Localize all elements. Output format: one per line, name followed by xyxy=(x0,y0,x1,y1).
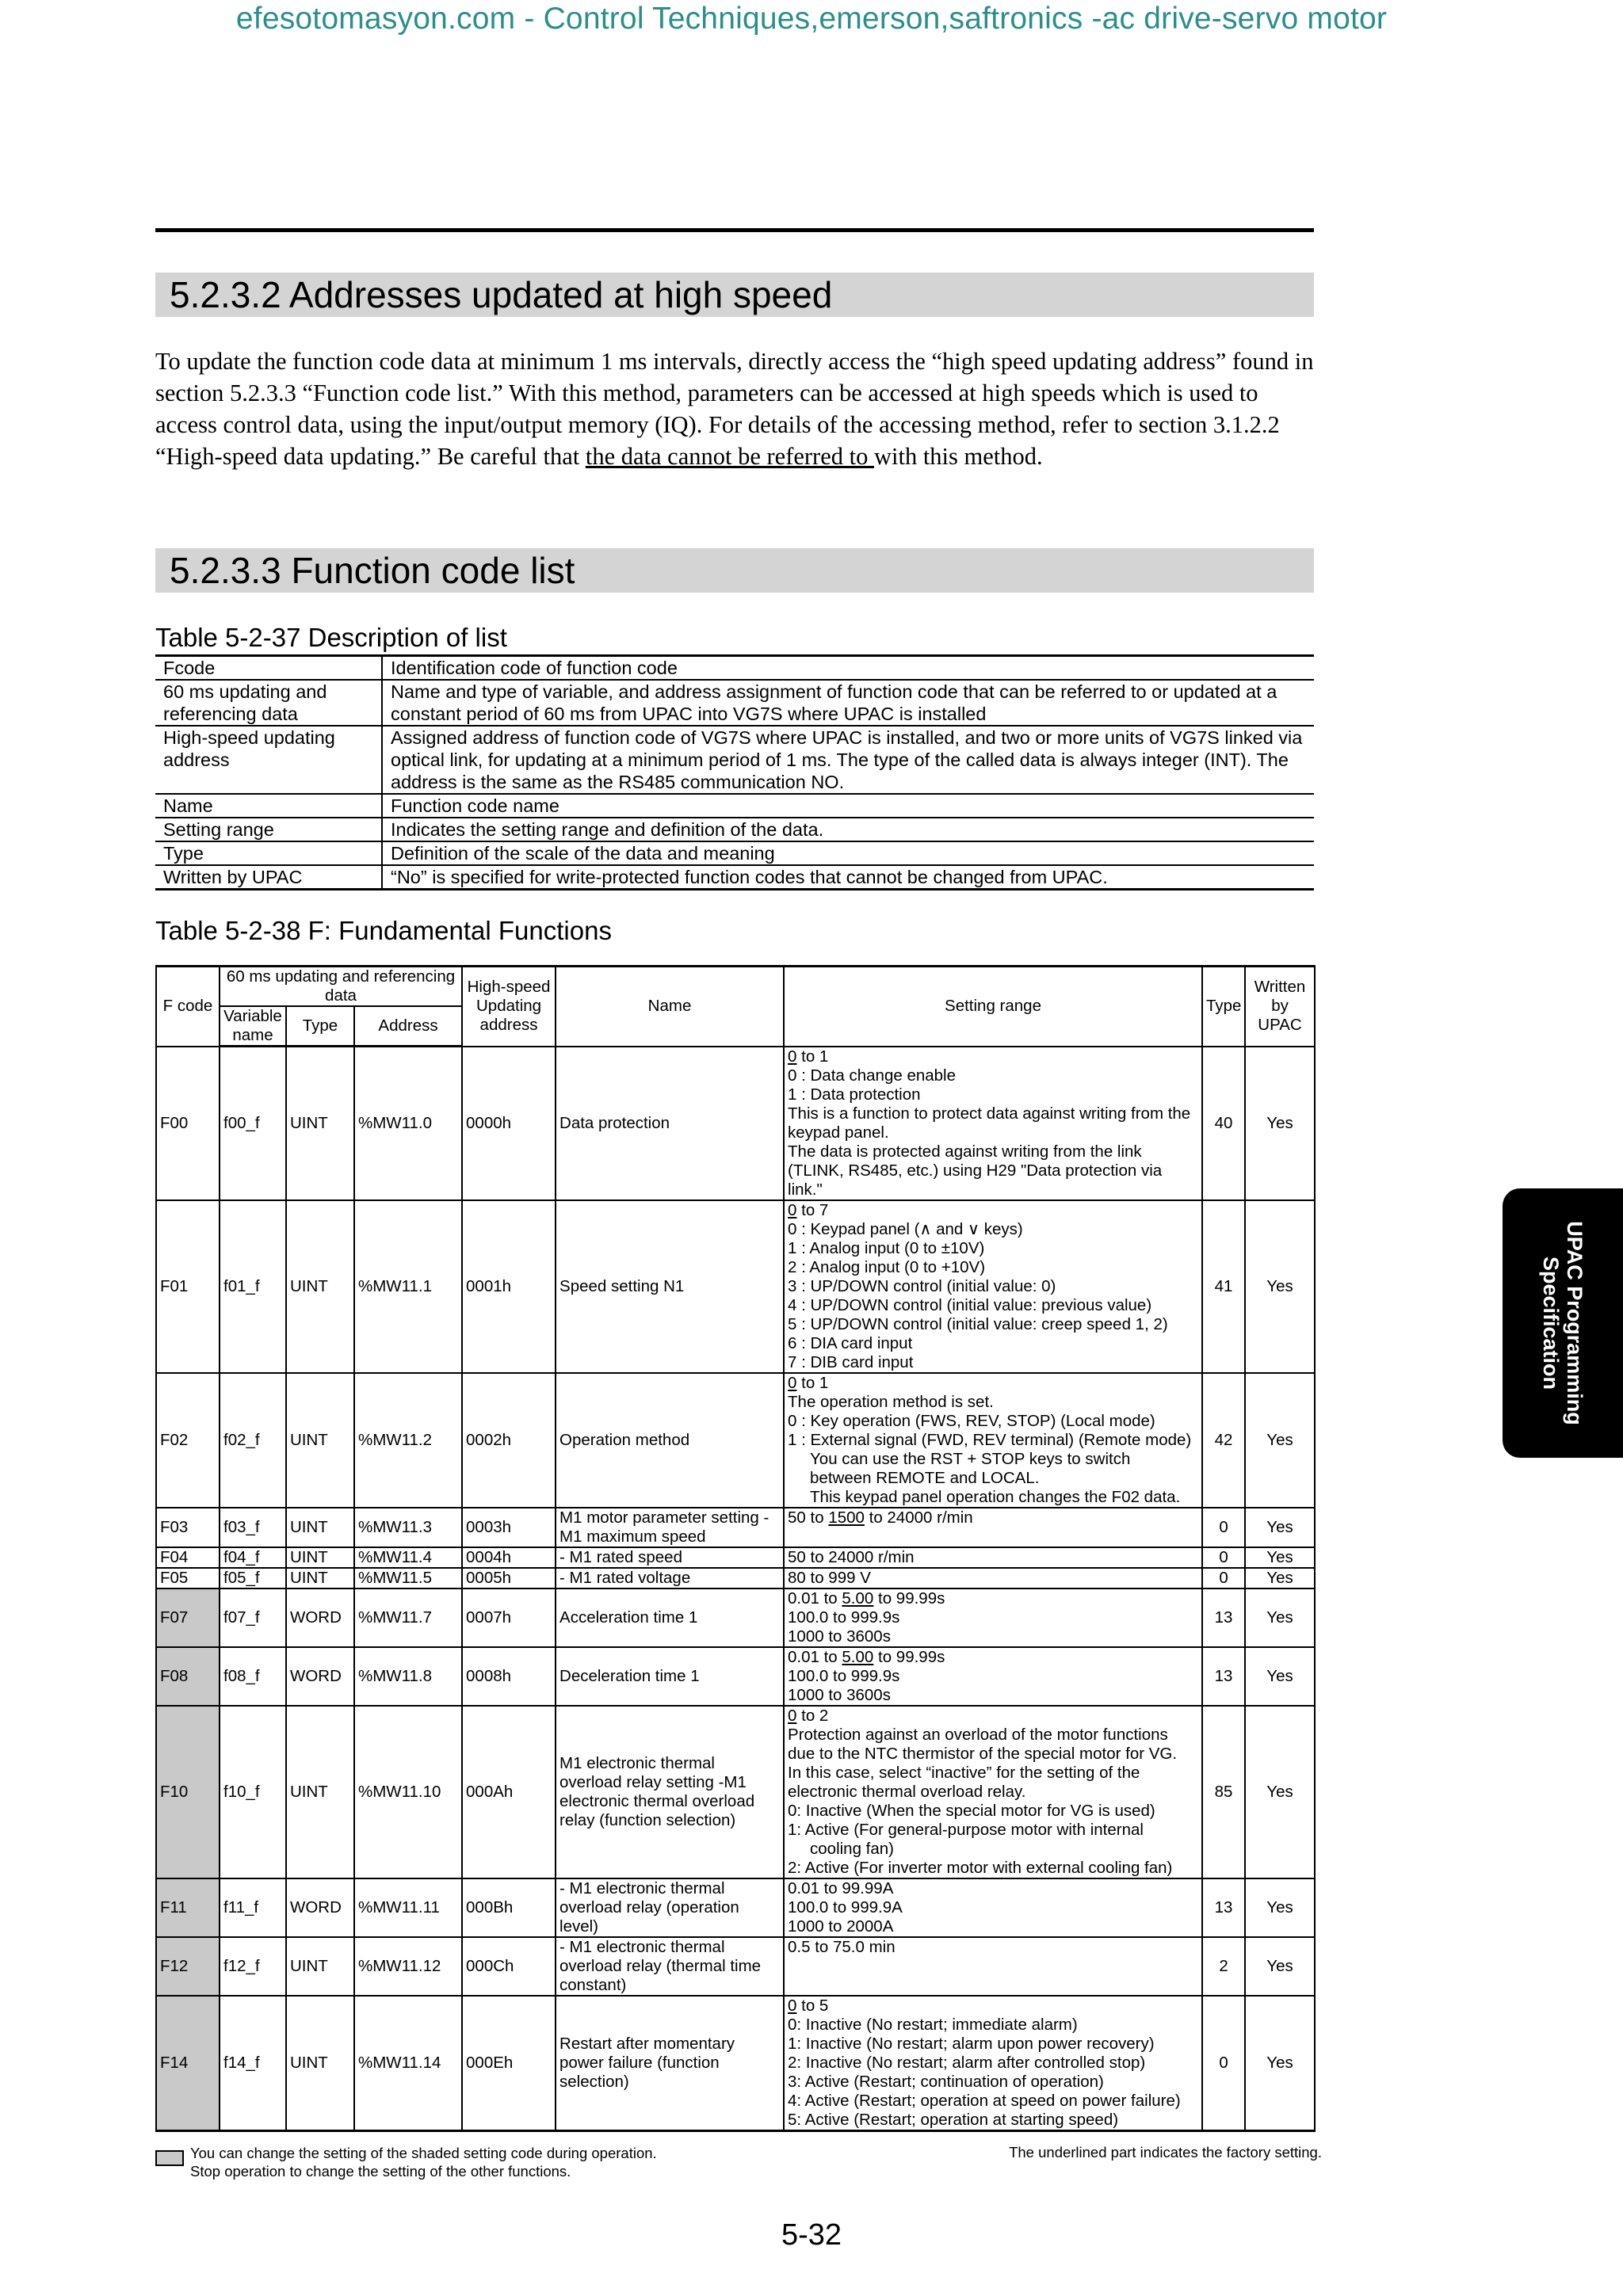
setting-range-line: 80 to 999 V xyxy=(788,1568,871,1587)
cell-setting-range xyxy=(784,1878,1202,1937)
cell-written: Yes xyxy=(1245,1878,1315,1937)
cell-fcode: F10 xyxy=(156,1706,220,1878)
setting-range-line: 5: Active (Restart; operation at starting speed) xyxy=(788,2110,1119,2129)
description-row xyxy=(155,841,1314,865)
cell-typecode: 0 xyxy=(1202,1996,1245,2131)
cell-name: M1 motor parameter setting - M1 maximum speed xyxy=(556,1508,784,1547)
cell-typecode: 0 xyxy=(1202,1547,1245,1568)
underlined-caution: the data cannot be referred to xyxy=(585,443,874,470)
cell-setting-range xyxy=(784,1647,1202,1706)
cell-written: Yes xyxy=(1245,1706,1315,1878)
cell-setting-range xyxy=(784,1706,1202,1878)
setting-range-line: This keypad panel operation changes the F02 data. xyxy=(810,1487,1181,1506)
cell-setting-range xyxy=(784,1937,1202,1996)
cell-type: UINT xyxy=(286,1937,354,1996)
description-key: 60 ms updating and referencing data xyxy=(155,680,382,726)
cell-type: UINT xyxy=(286,1547,354,1568)
cell-written: Yes xyxy=(1245,1937,1315,1996)
cell-hs: 000Ch xyxy=(462,1937,556,1996)
setting-range-line: Protection against an overload of the motor functions due to the NTC thermistor of the special motor for VG. xyxy=(788,1725,1178,1763)
description-row xyxy=(155,865,1314,890)
cell-fcode: F02 xyxy=(156,1373,220,1508)
cell-written: Yes xyxy=(1245,1996,1315,2131)
setting-range-line: 100.0 to 999.9s xyxy=(788,1608,900,1627)
underline-note: The underlined part indicates the factory setting. xyxy=(1009,2144,1322,2161)
setting-range-line: The operation method is set. xyxy=(788,1392,994,1411)
cell-hs: 0005h xyxy=(462,1568,556,1589)
setting-range-line: 1 : Data protection xyxy=(788,1085,921,1104)
setting-range-line: You can use the RST + STOP keys to switch xyxy=(810,1449,1131,1468)
table-37-caption: Table 5-2-37 Description of list xyxy=(155,623,507,652)
chapter-side-tab xyxy=(1503,1188,1623,1458)
setting-range-line: 3: Active (Restart; continuation of operation) xyxy=(788,2072,1104,2091)
description-table xyxy=(155,654,1314,891)
setting-range-line: 3 : UP/DOWN control (initial value: 0) xyxy=(788,1276,1056,1295)
cell-hs: 0000h xyxy=(462,1047,556,1200)
cell-type: UINT xyxy=(286,1200,354,1373)
cell-var: f12_f xyxy=(220,1937,286,1996)
function-row-f00 xyxy=(156,1047,1315,1200)
cell-fcode: F12 xyxy=(156,1937,220,1996)
shaded-legend-swatch xyxy=(155,2150,184,2166)
cell-hs: 0003h xyxy=(462,1508,556,1547)
description-row xyxy=(155,818,1314,841)
cell-fcode: F14 xyxy=(156,1996,220,2131)
setting-range-line: 0 : Data change enable xyxy=(788,1066,957,1085)
cell-type: WORD xyxy=(286,1589,354,1647)
cell-var: f03_f xyxy=(220,1508,286,1547)
cell-written: Yes xyxy=(1245,1547,1315,1568)
shaded-note: You can change the setting of the shaded setting code during operation. Stop operation to change the setting of the other functions. xyxy=(190,2145,657,2180)
cell-hs: 000Bh xyxy=(462,1878,556,1937)
cell-var: f01_f xyxy=(220,1200,286,1373)
fundamental-functions-table xyxy=(155,965,1316,2132)
cell-typecode: 0 xyxy=(1202,1568,1245,1589)
setting-range-line: 0 to 1 xyxy=(788,1047,829,1066)
cell-address: %MW11.0 xyxy=(354,1047,462,1200)
cell-type: UINT xyxy=(286,1508,354,1547)
cell-hs: 0001h xyxy=(462,1200,556,1373)
setting-range-line: 2 : Analog input (0 to +10V) xyxy=(788,1257,986,1276)
cell-address: %MW11.11 xyxy=(354,1878,462,1937)
setting-range-line: 1: Active (For general-purpose motor with internal xyxy=(788,1820,1144,1839)
cell-fcode: F01 xyxy=(156,1200,220,1373)
setting-range-line: 0.01 to 5.00 to 99.99s xyxy=(788,1647,945,1666)
setting-range-line: 1 : External signal (FWD, REV terminal) (Remote mode) xyxy=(788,1430,1192,1449)
setting-range-line: 4 : UP/DOWN control (initial value: previous value) xyxy=(788,1295,1152,1314)
cell-name: M1 electronic thermal overload relay setting -M1 electronic thermal overload relay (function selection) xyxy=(556,1706,784,1878)
function-row-f05 xyxy=(156,1568,1315,1589)
cell-written: Yes xyxy=(1245,1200,1315,1373)
cell-written: Yes xyxy=(1245,1647,1315,1706)
function-row-f12 xyxy=(156,1937,1315,1996)
setting-range-line: 100.0 to 999.9A xyxy=(788,1897,903,1917)
cell-address: %MW11.5 xyxy=(354,1568,462,1589)
cell-name: - M1 electronic thermal overload relay (operation level) xyxy=(556,1878,784,1937)
setting-range-line: 2: Active (For inverter motor with external cooling fan) xyxy=(788,1858,1173,1877)
function-row-f01 xyxy=(156,1200,1315,1373)
setting-range-line: 1: Inactive (No restart; alarm upon power recovery) xyxy=(788,2034,1155,2053)
setting-range-line: 0.5 to 75.0 min xyxy=(788,1937,896,1956)
side-tab-line2: Specification xyxy=(1539,1256,1563,1390)
cell-setting-range xyxy=(784,1589,1202,1647)
cell-address: %MW11.2 xyxy=(354,1373,462,1508)
cell-address: %MW11.1 xyxy=(354,1200,462,1373)
function-row-f14 xyxy=(156,1996,1315,2131)
setting-range-line: 4: Active (Restart; operation at speed on power failure) xyxy=(788,2091,1181,2110)
description-value: Function code name xyxy=(382,794,1314,818)
cell-fcode: F05 xyxy=(156,1568,220,1589)
header-fcode: F code xyxy=(156,967,220,1047)
setting-range-line: The data is protected against writing from the link (TLINK, RS485, etc.) using H29 "Data protection via link." xyxy=(788,1142,1163,1199)
cell-typecode: 13 xyxy=(1202,1647,1245,1706)
description-row xyxy=(155,794,1314,818)
cell-typecode: 2 xyxy=(1202,1937,1245,1996)
setting-range-line: 7 : DIB card input xyxy=(788,1352,914,1371)
setting-range-line: 0.01 to 5.00 to 99.99s xyxy=(788,1589,945,1608)
description-key: Type xyxy=(155,841,382,865)
cell-address: %MW11.4 xyxy=(354,1547,462,1568)
function-row-f11 xyxy=(156,1878,1315,1937)
cell-setting-range xyxy=(784,1508,1202,1547)
table-38-caption: Table 5-2-38 F: Fundamental Functions xyxy=(155,916,612,945)
description-value: Assigned address of function code of VG7S where UPAC is installed, and two or more units of VG7S linked via optical link, for updating at a minimum period of 1 ms. The type of the called data is always integer (INT). The address is the same as the RS485 communication NO. xyxy=(382,726,1314,794)
setting-range-line: 0 to 7 xyxy=(788,1200,829,1219)
cell-address: %MW11.10 xyxy=(354,1706,462,1878)
setting-range-line: between REMOTE and LOCAL. xyxy=(810,1468,1040,1487)
description-value: Identification code of function code xyxy=(382,656,1314,681)
description-key: Name xyxy=(155,794,382,818)
cell-address: %MW11.3 xyxy=(354,1508,462,1547)
function-row-f07 xyxy=(156,1589,1315,1647)
description-row xyxy=(155,656,1314,681)
setting-range-line: 6 : DIA card input xyxy=(788,1333,913,1352)
cell-name: Speed setting N1 xyxy=(556,1200,784,1373)
cell-name: - M1 electronic thermal overload relay (thermal time constant) xyxy=(556,1937,784,1996)
cell-fcode: F04 xyxy=(156,1547,220,1568)
description-key: High-speed updating address xyxy=(155,726,382,794)
setting-range-line: 0 to 2 xyxy=(788,1706,829,1725)
header-var: Variable name xyxy=(220,1006,286,1047)
cell-typecode: 42 xyxy=(1202,1373,1245,1508)
cell-typecode: 41 xyxy=(1202,1200,1245,1373)
setting-range-line: 0: Inactive (No restart; immediate alarm) xyxy=(788,2015,1078,2034)
function-row-f02 xyxy=(156,1373,1315,1508)
cell-setting-range xyxy=(784,1200,1202,1373)
cell-name: - M1 rated speed xyxy=(556,1547,784,1568)
setting-range-line: This is a function to protect data against writing from the keypad panel. xyxy=(788,1104,1191,1142)
cell-type: UINT xyxy=(286,1373,354,1508)
header-group: 60 ms updating and referencing data xyxy=(220,967,462,1007)
cell-name: Deceleration time 1 xyxy=(556,1647,784,1706)
cell-var: f10_f xyxy=(220,1706,286,1878)
description-value: “No” is specified for write-protected function codes that cannot be changed from UPAC. xyxy=(382,865,1314,890)
description-key: Fcode xyxy=(155,656,382,681)
setting-range-line: 100.0 to 999.9s xyxy=(788,1666,900,1685)
cell-written: Yes xyxy=(1245,1589,1315,1647)
page-number: 5-32 xyxy=(781,2218,842,2252)
description-row xyxy=(155,680,1314,726)
cell-setting-range xyxy=(784,1547,1202,1568)
cell-name: Restart after momentary power failure (function selection) xyxy=(556,1996,784,2131)
header-range: Setting range xyxy=(784,967,1202,1047)
cell-setting-range xyxy=(784,1996,1202,2131)
cell-hs: 0008h xyxy=(462,1647,556,1706)
cell-hs: 0004h xyxy=(462,1547,556,1568)
cell-var: f05_f xyxy=(220,1568,286,1589)
cell-type: UINT xyxy=(286,1568,354,1589)
cell-address: %MW11.14 xyxy=(354,1996,462,2131)
setting-range-line: 0 to 5 xyxy=(788,1996,829,2015)
cell-var: f02_f xyxy=(220,1373,286,1508)
cell-written: Yes xyxy=(1245,1568,1315,1589)
cell-setting-range xyxy=(784,1568,1202,1589)
setting-range-line: 1 : Analog input (0 to ±10V) xyxy=(788,1238,985,1257)
cell-name: Acceleration time 1 xyxy=(556,1589,784,1647)
cell-fcode: F07 xyxy=(156,1589,220,1647)
setting-range-line: 0 : Keypad panel (∧ and ∨ keys) xyxy=(788,1219,1023,1238)
setting-range-line: In this case, select “inactive” for the setting of the electronic thermal overload relay. xyxy=(788,1763,1140,1801)
setting-range-line: 1000 to 3600s xyxy=(788,1685,891,1704)
cell-type: UINT xyxy=(286,1706,354,1878)
cell-address: %MW11.7 xyxy=(354,1589,462,1647)
cell-var: f04_f xyxy=(220,1547,286,1568)
setting-range-line: 0 to 1 xyxy=(788,1373,829,1392)
cell-typecode: 13 xyxy=(1202,1589,1245,1647)
cell-name: - M1 rated voltage xyxy=(556,1568,784,1589)
cell-var: f11_f xyxy=(220,1878,286,1937)
site-banner: efesotomasyon.com - Control Techniques,emerson,saftronics -ac drive-servo motor xyxy=(235,2,1388,36)
setting-range-line: 0: Inactive (When the special motor for VG is used) xyxy=(788,1801,1155,1820)
description-value: Name and type of variable, and address assignment of function code that can be referred to or updated at a constant period of 60 ms from UPAC into VG7S where UPAC is installed xyxy=(382,680,1314,726)
cell-setting-range xyxy=(784,1047,1202,1200)
header-type: Type xyxy=(286,1006,354,1047)
description-value: Definition of the scale of the data and meaning xyxy=(382,841,1314,865)
cell-var: f08_f xyxy=(220,1647,286,1706)
cell-var: f00_f xyxy=(220,1047,286,1200)
cell-type: WORD xyxy=(286,1878,354,1937)
cell-hs: 0002h xyxy=(462,1373,556,1508)
description-row xyxy=(155,726,1314,794)
function-row-f03 xyxy=(156,1508,1315,1547)
setting-range-line: 2: Inactive (No restart; alarm after controlled stop) xyxy=(788,2053,1146,2072)
top-rule xyxy=(155,228,1314,232)
cell-name: Data protection xyxy=(556,1047,784,1200)
header-written: Written by UPAC xyxy=(1245,967,1315,1047)
cell-fcode: F00 xyxy=(156,1047,220,1200)
header-address: Address xyxy=(354,1006,462,1047)
intro-paragraph: To update the function code data at minimum 1 ms intervals, directly access the “high speed updating address” found in section 5.2.3.3 “Function code list.” With this method, parameters can be accessed at high speeds which is used to access control data, using the input/output memory (IQ). For details of the accessing method, refer to section 3.1.2.2 “High-speed data updating.” Be careful that the data cannot be referred to with this method. xyxy=(155,348,1314,470)
cell-written: Yes xyxy=(1245,1047,1315,1200)
cell-type: WORD xyxy=(286,1647,354,1706)
cell-address: %MW11.12 xyxy=(354,1937,462,1996)
cell-written: Yes xyxy=(1245,1508,1315,1547)
function-row-f04 xyxy=(156,1547,1315,1568)
header-hs: High-speed Updating address xyxy=(462,967,556,1047)
section-heading-function-code-list: 5.2.3.3 Function code list xyxy=(155,548,1314,593)
setting-range-line: 50 to 24000 r/min xyxy=(788,1547,915,1566)
cell-typecode: 13 xyxy=(1202,1878,1245,1937)
cell-fcode: F03 xyxy=(156,1508,220,1547)
description-key: Setting range xyxy=(155,818,382,841)
setting-range-line: 0 : Key operation (FWS, REV, STOP) (Local mode) xyxy=(788,1411,1155,1430)
cell-address: %MW11.8 xyxy=(354,1647,462,1706)
header-typecode: Type xyxy=(1202,967,1245,1047)
cell-type: UINT xyxy=(286,1996,354,2131)
section-heading-addresses: 5.2.3.2 Addresses updated at high speed xyxy=(155,273,1314,317)
cell-fcode: F11 xyxy=(156,1878,220,1937)
setting-range-line: cooling fan) xyxy=(810,1839,894,1858)
setting-range-line: 50 to 1500 to 24000 r/min xyxy=(788,1508,973,1527)
cell-var: f14_f xyxy=(220,1996,286,2131)
setting-range-line: 1000 to 3600s xyxy=(788,1627,891,1646)
cell-name: Operation method xyxy=(556,1373,784,1508)
cell-typecode: 85 xyxy=(1202,1706,1245,1878)
cell-var: f07_f xyxy=(220,1589,286,1647)
cell-setting-range xyxy=(784,1373,1202,1508)
setting-range-line: 1000 to 2000A xyxy=(788,1917,894,1936)
description-value: Indicates the setting range and definition of the data. xyxy=(382,818,1314,841)
cell-fcode: F08 xyxy=(156,1647,220,1706)
function-row-f10 xyxy=(156,1706,1315,1878)
setting-range-line: 5 : UP/DOWN control (initial value: creep speed 1, 2) xyxy=(788,1314,1168,1333)
cell-hs: 000Ah xyxy=(462,1706,556,1878)
cell-typecode: 0 xyxy=(1202,1508,1245,1547)
cell-hs: 0007h xyxy=(462,1589,556,1647)
function-row-f08 xyxy=(156,1647,1315,1706)
cell-type: UINT xyxy=(286,1047,354,1200)
header-name: Name xyxy=(556,967,784,1047)
side-tab-line1: UPAC Programming xyxy=(1563,1221,1587,1425)
cell-written: Yes xyxy=(1245,1373,1315,1508)
cell-typecode: 40 xyxy=(1202,1047,1245,1200)
cell-hs: 000Eh xyxy=(462,1996,556,2131)
description-key: Written by UPAC xyxy=(155,865,382,890)
setting-range-line: 0.01 to 99.99A xyxy=(788,1878,894,1897)
